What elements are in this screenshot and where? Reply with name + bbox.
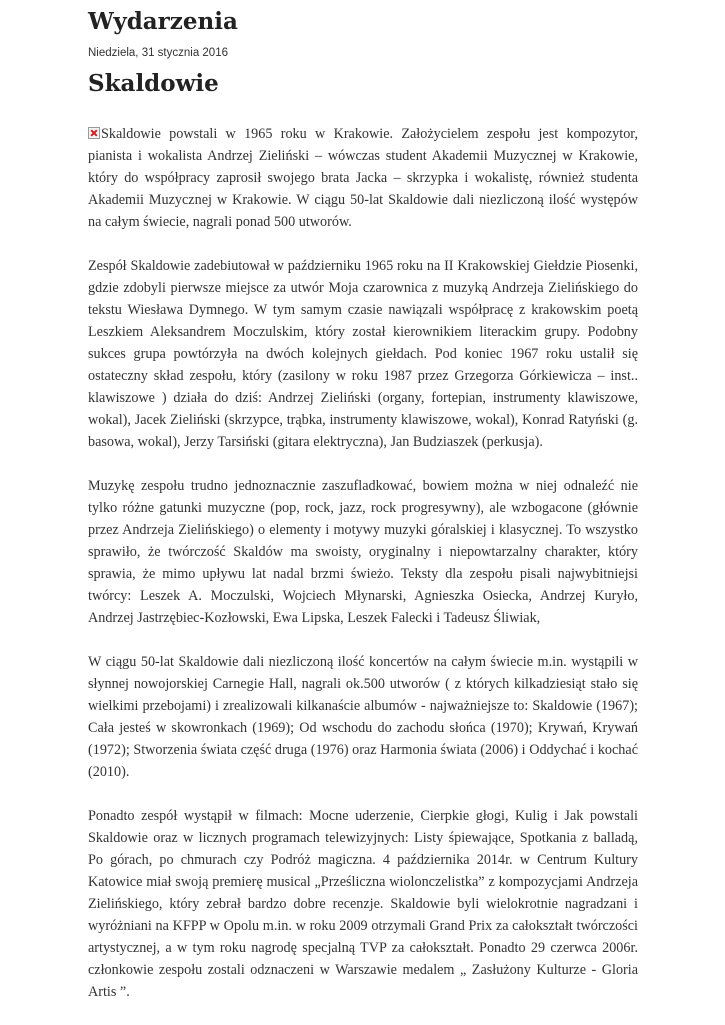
post-body	[88, 123, 638, 1025]
post-date: Niedziela, 31 stycznia 2016	[88, 47, 228, 59]
paragraph-text: Skaldowie powstali w 1965 roku w Krakowie. Założycielem zespołu jest kompozytor, pianista i wokalista Andrzej Zieliński – wówczas student Akademii Muzycznej w Krakowie, który do współpracy zaprosił swojego brata Jacka – skrzypka i wokalistę, również studenta Akademii Muzycznej w Krakowie. W ciągu 50-lat Skaldowie dali niezliczoną ilość występów na całym świecie, nagrali ponad 500 utworów.	[88, 126, 638, 230]
post-paragraph: Ponadto zespół wystąpił w filmach: Mocne uderzenie, Cierpkie głogi, Kulig i Jak powstali Skaldowie oraz w licznych programach telewizyjnych: Listy śpiewające, Spotkania z balladą, Po górach, po chmurach czy Podróż magiczna. 4 października 2014r. w Centrum Kultury Katowice miał swoją premierę musical „Prześliczna wiolonczelistka” z kompozycjami Andrzeja Zielińskiego, który zebrał bardzo dobre recenzje. Skaldowie byli wielokrotnie nagradzani i wyróżniani na KFPP w Opolu m.in. w roku 2009 otrzymali Grand Prix za całokształt twórczości artystycznej, a w tym roku nagrodę specjalną TVP za całokształt. Ponadto 29 czerwca 2006r. członkowie zespołu zostali odznaczeni w Warszawie medalem „ Zasłużony Kulturze - Gloria Artis ”.	[88, 808, 638, 1000]
post-paragraph: Zespół Skaldowie zadebiutował w październiku 1965 roku na II Krakowskiej Giełdzie Piosenki, gdzie zdobyli pierwsze miejsce za utwór Moja czarownica z muzyką Andrzeja Zielińskiego do tekstu Wiesława Dymnego. W tym samym czasie nawiązali współpracę z krakowskim poetą Leszkiem Aleksandrem Moczulskim, który został kierownikiem literackim grupy. Podobny sukces grupa powtórzyła na dwóch kolejnych giełdach. Pod koniec 1967 roku ustalił się ostateczny skład zespołu, który (zasilony w roku 1987 przez Grzegorza Górkiewicza – inst.. klawiszowe ) działa do dziś: Andrzej Zieliński (organy, fortepian, instrumenty klawiszowe, wokal), Jacek Zieliński (skrzypce, trąbka, instrumenty klawiszowe, wokal), Konrad Ratyński (g. basowa, wokal), Jerzy Tarsiński (gitara elektryczna), Jan Budziaszek (perkusja).	[88, 258, 638, 450]
post-paragraph	[88, 123, 638, 233]
broken-image-icon	[88, 127, 100, 139]
site-title[interactable]: Wydarzenia	[88, 8, 238, 35]
post-paragraph: Muzykę zespołu trudno jednoznacznie zaszufladkować, bowiem można w niej odnaleźć nie tylko różne gatunki muzyczne (pop, rock, jazz, rock progresywny), ale wzbogacone (głównie przez Andrzeja Zielińskiego) o elementy i motywy muzyki góralskiej i klasycznej. To wszystko sprawiło, że twórczość Skaldów ma swoisty, oryginalny i niepowtarzalny charakter, który sprawia, że mimo upływu lat nadal brzmi świeżo. Teksty dla zespołu pisali najwybitniejsi twórcy: Leszek A. Moczulski, Wojciech Młynarski, Agnieszka Osiecka, Andrzej Kuryło, Andrzej Jastrzębiec-Kozłowski, Ewa Lipska, Leszek Falecki i Tadeusz Śliwiak,	[88, 478, 638, 626]
post-title[interactable]: Skaldowie	[88, 70, 219, 97]
post-paragraph: W ciągu 50-lat Skaldowie dali niezliczoną ilość koncertów na całym świecie m.in. wystąpili w słynnej nowojorskiej Carnegie Hall, nagrali ok.500 utworów ( z których kilkadziesiąt stało się wielkimi przebojami) i zrealizowali kilkanaście albumów - najważniejsze to: Skaldowie (1967); Cała jesteś w skowronkach (1969); Od wschodu do zachodu słońca (1970); Krywań, Krywań (1972); Stworzenia świata część druga (1976) oraz Harmonia świata (2006) i Oddychać i kochać (2010).	[88, 654, 638, 780]
